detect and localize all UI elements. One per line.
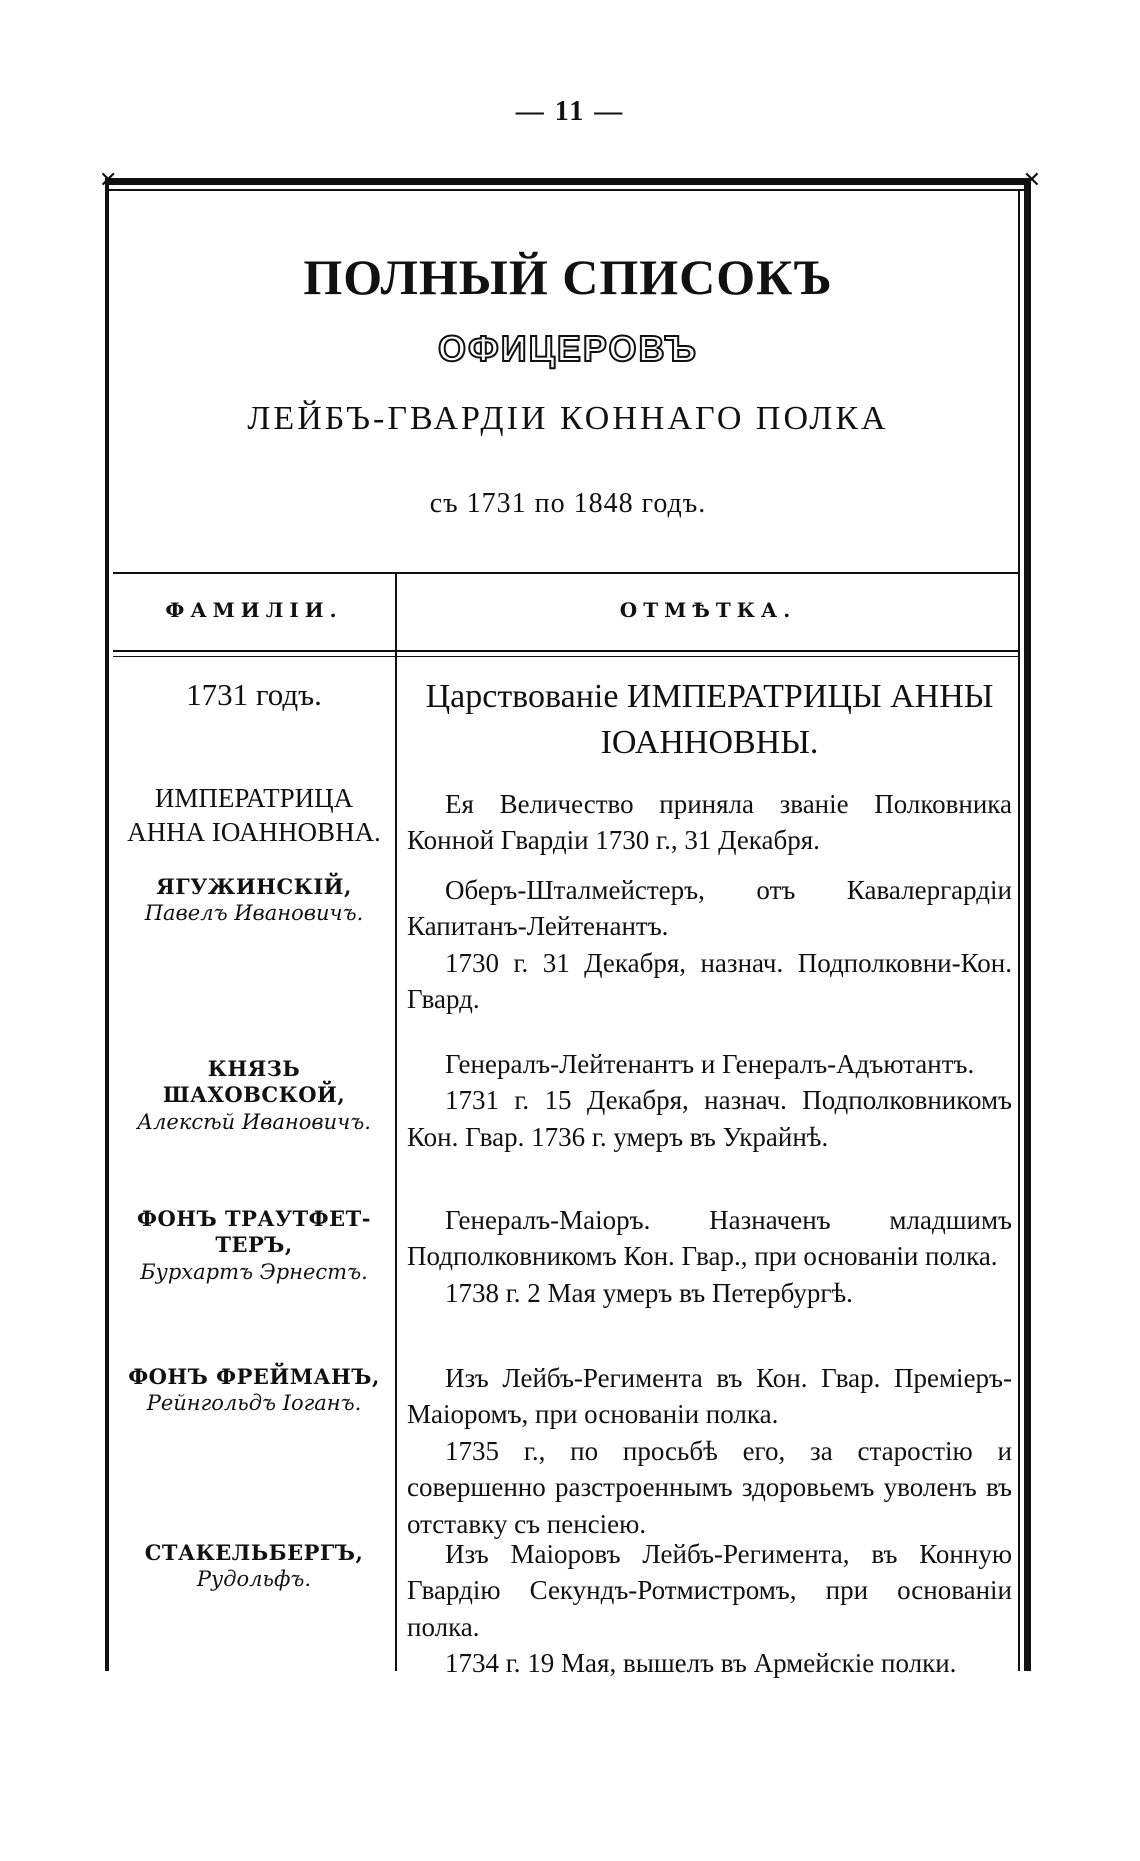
entry-name-cell — [113, 782, 395, 850]
entry-name-cell — [113, 1364, 395, 1417]
column-header-notes: ОТМѢТКА. — [619, 598, 797, 622]
entry-note: 1730 г. 31 Декабря, назнач. Подполковни-Кон. Гвард. — [407, 947, 1012, 1015]
title-regiment: ЛЕЙБЪ-ГВАРДІИ КОННАГО ПОЛКА — [247, 400, 889, 437]
section-reign-cell — [407, 674, 1012, 766]
section-year-cell — [113, 676, 395, 715]
frame-border-top-inner — [105, 189, 1031, 191]
entry-notes-cell — [407, 1360, 1012, 1542]
entry-given-name: Рудольфъ. — [196, 1567, 312, 1592]
entry-note: 1734 г. 19 Мая, вышелъ въ Армейскіе полки. — [445, 1648, 957, 1679]
entry-notes-cell — [407, 1046, 1012, 1155]
entry-note: 1738 г. 2 Мая умеръ въ Петербургѣ. — [445, 1277, 853, 1308]
entry-name-cell — [113, 1540, 395, 1593]
entry-name-cell — [113, 1206, 395, 1285]
entry-note: Генералъ-Маіоръ. Назначенъ младшимъ Подполковникомъ Кон. Гвар., при основаніи полка. — [407, 1205, 1012, 1272]
entry-name: КНЯЗЬ ШАХОВСКОЙ, — [162, 1056, 346, 1108]
frame-border-top — [105, 178, 1031, 185]
entry-notes-cell — [407, 786, 1012, 859]
entry-note: Оберъ-Шталмейстеръ, отъ Кавалергардіи Капитанъ-Лейтенантъ. — [407, 875, 1012, 942]
entry-note: Ея Величество приняла званіе Полковника Конной Гвардіи 1730 г., 31 Декабря. — [407, 789, 1012, 856]
entry-given-name: Бурхартъ Эрнестъ. — [140, 1259, 368, 1284]
table-rule-header-thin — [113, 656, 1019, 657]
corner-ornament-icon: ✕ — [1022, 168, 1041, 193]
entry-note: Изъ Лейбъ-Регимента въ Кон. Гвар. Премiеръ-Маіоромъ, при основаніи полка. — [407, 1363, 1012, 1430]
entry-notes-cell — [407, 872, 1012, 1018]
entry-note: 1731 г. 15 Декабря, назнач. Подполковникомъ Кон. Гвар. 1736 г. умеръ въ Украйнѣ. — [407, 1085, 1012, 1152]
entry-notes-cell — [407, 1202, 1012, 1311]
title-years: съ 1731 по 1848 годъ. — [429, 488, 707, 519]
entry-name: ЯГУЖИНСКІЙ, — [156, 874, 352, 899]
entry-name-cell — [113, 874, 395, 927]
entry-name: ФОНЪ ТРАУТФЕТ-ТЕРЪ, — [137, 1206, 371, 1258]
section-year: 1731 годъ. — [186, 677, 322, 712]
table-rule-header — [113, 650, 1019, 652]
entry-note: 1735 г., по просьбѣ его, за старостію и совершенно разстроеннымъ здоровьемъ уволенъ въ отставку съ пенсіею. — [407, 1435, 1012, 1539]
document-frame — [99, 168, 1041, 1679]
table-rule-top — [113, 572, 1019, 574]
entry-name: ФОНЪ ФРЕЙМАНЪ, — [128, 1364, 380, 1389]
entry-given-name: Алексѣй Ивановичъ. — [137, 1109, 371, 1134]
entry-note: Изъ Маіоровъ Лейбъ-Регимента, въ Конную Гвардію Секундъ-Ротмистромъ, при основаніи полка. — [407, 1539, 1012, 1642]
entry-name: ИМПЕРАТРИЦА АННА ІОАННОВНА. — [127, 783, 381, 847]
corner-ornament-icon: ✕ — [99, 168, 118, 193]
column-header-names: ФАМИЛІИ. — [165, 598, 343, 622]
section-reign: Царствованіе ИМПЕРАТРИЦЫ АННЫ ІОАННОВНЫ. — [425, 678, 994, 761]
entry-notes-cell — [407, 1536, 1012, 1682]
entry-given-name: Павелъ Ивановичъ. — [144, 901, 364, 926]
entry-given-name: Рейнгольдъ Іоганъ. — [146, 1391, 362, 1416]
title-sub: ОФИЦЕРОВЪ — [438, 328, 698, 369]
entry-note: Генералъ-Лейтенантъ и Генералъ-Адъютантъ. — [445, 1049, 975, 1079]
entry-name-cell — [113, 1056, 395, 1135]
page-number: — 11 — — [515, 96, 625, 127]
title-main: ПОЛНЫЙ СПИСОКЪ — [303, 249, 833, 305]
entry-name: СТАКЕЛЬБЕРГЪ, — [144, 1540, 364, 1565]
table-column-divider — [395, 572, 397, 1671]
